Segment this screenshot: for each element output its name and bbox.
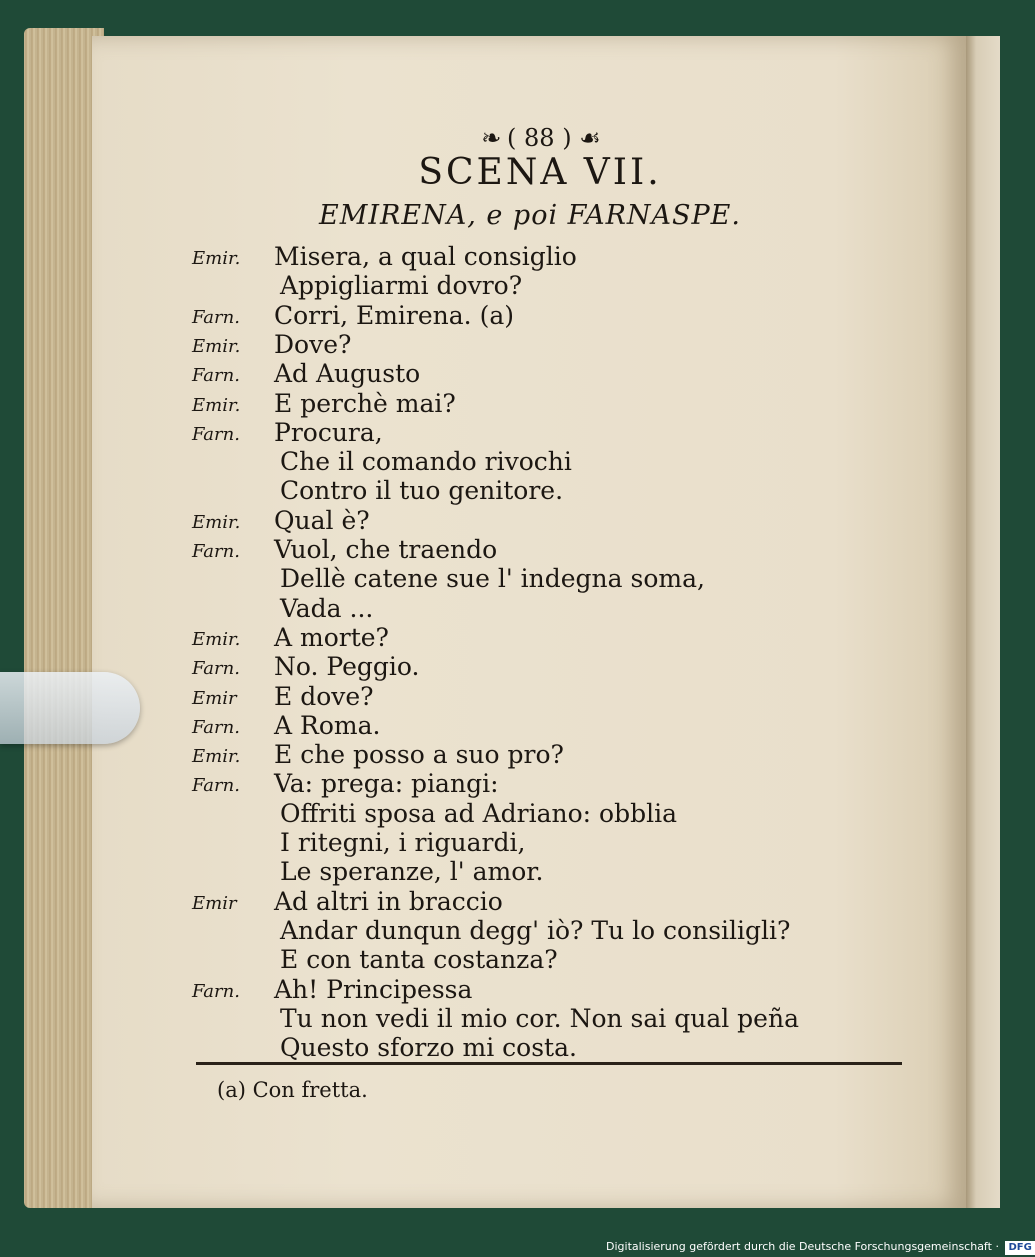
dialogue-line: Misera, a qual consiglio: [274, 242, 577, 271]
dialogue-line: Le speranze, l' amor.: [280, 857, 544, 887]
speaker-label: Emir.: [192, 248, 241, 269]
dialogue-line: Qual è?: [274, 505, 370, 535]
speaker-label: Farn.: [192, 306, 240, 328]
speaker-label: Emir: [192, 687, 237, 709]
speaker-label: Emir.: [192, 628, 241, 650]
speaker-label: Farn.: [192, 541, 240, 562]
speaker-label: Farn.: [192, 658, 240, 680]
ornament-left-icon: ❧: [481, 124, 500, 152]
ornament-right-icon: ☙: [579, 124, 599, 152]
dialogue-line: A morte?: [274, 622, 389, 652]
dialogue-line: Va: prega: piangi:: [274, 769, 499, 799]
scene-title: SCENA VII.: [418, 152, 662, 193]
dialogue-line: Vada ...: [280, 593, 374, 623]
dialogue-line: Appigliarmi dovro?: [280, 271, 523, 301]
scene-characters: EMIRENA, e poi FARNASPE.: [319, 200, 741, 231]
dialogue-line: No. Peggio.: [274, 652, 420, 682]
dialogue-line: I ritegni, i riguardi,: [280, 828, 526, 857]
dialogue-line: Ah! Principessa: [274, 974, 473, 1004]
speaker-label: Farn.: [192, 365, 240, 387]
dialogue-line: Ad Augusto: [274, 359, 421, 389]
dialogue-line: Dove?: [274, 329, 352, 359]
dfg-logo: DFG: [1005, 1241, 1034, 1255]
dialogue-line: Questo sforzo mi costa.: [280, 1033, 577, 1063]
dialogue-line: E che posso a suo pro?: [274, 740, 564, 770]
speaker-label: Emir.: [192, 394, 241, 416]
dialogue-line: E dove?: [274, 681, 374, 711]
speaker-label: Emir.: [192, 511, 241, 533]
dialogue-line: E con tanta costanza?: [280, 945, 558, 975]
footnote: (a) Con fretta.: [217, 1078, 368, 1102]
dialogue-line: Contro il tuo genitore.: [280, 476, 564, 506]
speaker-label: Farn.: [192, 775, 240, 797]
speaker-label: Farn.: [192, 980, 240, 1002]
dialogue-line: Tu non vedi il mio cor. Non sai qual peña: [280, 1003, 799, 1033]
dialogue-line: Procura,: [274, 417, 383, 447]
dialogue-line: Vuol, che traendo: [274, 535, 498, 564]
speaker-label: Farn.: [192, 716, 240, 738]
digitization-credit: Digitalisierung gefördert durch die Deutsche Forschungsgemeinschaft · DFG: [606, 1237, 1035, 1257]
dialogue-line: Offriti sposa ad Adriano: obblia: [280, 798, 677, 828]
dialogue-line: Andar dunqun degg' iò? Tu lo consiligli?: [280, 915, 791, 945]
dialogue-line: Ad altri in braccio: [274, 886, 503, 916]
credit-text: Digitalisierung gefördert durch die Deutsche Forschungsgemeinschaft: [606, 1240, 992, 1253]
speaker-label: Farn.: [192, 423, 240, 445]
speaker-label: Emir.: [192, 335, 241, 357]
speaker-label: Emir.: [192, 746, 241, 768]
dialogue-line: A Roma.: [274, 710, 381, 740]
dialogue-line: Che il comando rivochi: [280, 447, 572, 477]
dialogue-line: Corri, Emirena. (a): [274, 300, 514, 330]
page-number-line: [300, 124, 780, 152]
footnote-rule: [196, 1062, 902, 1065]
dialogue-line: Dellè catene sue l' indegna soma,: [280, 564, 705, 594]
page-number: ( 88 ): [507, 124, 572, 152]
speaker-label: Emir: [192, 892, 237, 914]
dialogue-line: E perchè mai?: [274, 388, 456, 418]
